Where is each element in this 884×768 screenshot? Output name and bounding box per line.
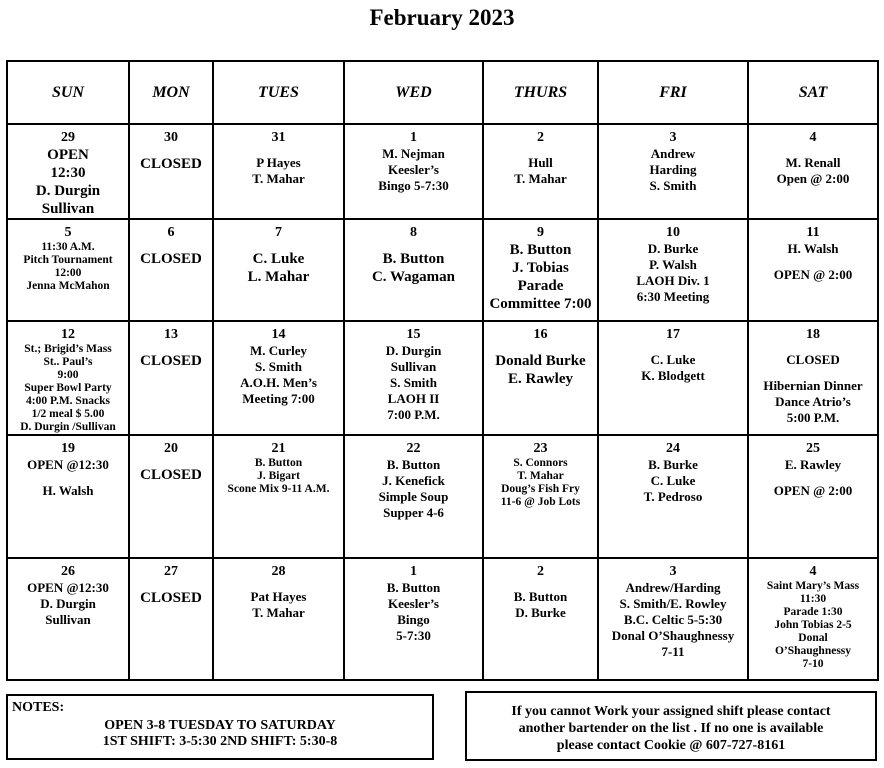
day-number: 18	[806, 327, 820, 342]
entry-line: Sullivan	[390, 359, 437, 374]
day-cell-sun	[7, 321, 129, 435]
day-entries	[749, 241, 877, 283]
entry-line: S. Smith	[255, 359, 302, 374]
entry-line: 7-10	[802, 658, 824, 670]
entry-line: Pitch Tournament	[23, 254, 113, 266]
header-tues: TUES	[213, 61, 344, 124]
calendar-grid	[6, 60, 879, 681]
entry-line: Dance Atrio’s	[775, 394, 851, 409]
day-entries	[749, 146, 877, 187]
day-entries	[130, 343, 212, 370]
day-number: 16	[533, 327, 548, 342]
day-number: 26	[61, 564, 75, 579]
day-cell-mon	[129, 321, 213, 435]
day-entries	[749, 457, 877, 499]
entry-line: H. Walsh	[787, 241, 839, 256]
day-cell-wed	[344, 435, 483, 558]
entry-line: A.O.H. Men’s	[240, 375, 317, 390]
day-cell-sat	[748, 435, 878, 558]
entry-line: Andrew/Harding	[625, 580, 721, 595]
day-cell-thurs	[483, 435, 598, 558]
day-cell-sun	[7, 435, 129, 558]
header-fri: FRI	[598, 61, 748, 124]
day-cell-sat	[748, 321, 878, 435]
entry-line: OPEN	[47, 147, 89, 163]
entry-line: CLOSED	[786, 352, 840, 367]
day-entries	[484, 146, 597, 187]
week-row	[7, 321, 878, 435]
entry-line	[749, 368, 877, 378]
day-cell-tues	[213, 558, 344, 680]
entry-line: D. Durgin	[40, 596, 96, 611]
day-number: 14	[271, 327, 286, 342]
entry-line: Bingo 5-7:30	[378, 178, 449, 193]
day-number: 31	[271, 130, 286, 145]
entry-line: Keesler’s	[387, 162, 439, 177]
day-entries	[484, 343, 597, 388]
day-cell-mon	[129, 435, 213, 558]
day-cell-mon	[129, 219, 213, 321]
day-number: 19	[61, 441, 75, 456]
day-number: 13	[164, 327, 178, 342]
day-number: 28	[271, 564, 286, 579]
entry-line: Donal	[798, 632, 828, 644]
entry-line: O’Shaughnessy	[774, 645, 852, 657]
entry-line: Sullivan	[41, 201, 95, 217]
entry-line: 11-6 @ Job Lots	[500, 496, 581, 508]
entry-line: T. Mahar	[252, 171, 305, 186]
day-cell-thurs	[483, 124, 598, 219]
entry-line: Scone Mix 9-11 A.M.	[227, 483, 330, 495]
entry-line: P. Walsh	[649, 257, 697, 272]
day-entries	[130, 580, 212, 607]
notes-hours: OPEN 3-8 TUESDAY TO SATURDAY	[104, 718, 336, 733]
entry-line: M. Nejman	[382, 146, 445, 161]
day-cell-fri	[598, 219, 748, 321]
entry-line: E. Rawley	[784, 457, 842, 472]
entry-line: K. Blodgett	[641, 368, 705, 383]
entry-line: John Tobias 2-5	[774, 619, 852, 631]
entry-line: Keesler’s	[387, 596, 439, 611]
day-number: 17	[666, 327, 680, 342]
entry-line: Parade	[517, 278, 564, 294]
week-row	[7, 435, 878, 558]
entry-line: CLOSED	[140, 353, 202, 369]
entry-line: Doug’s Fish Fry	[501, 483, 580, 495]
day-cell-fri	[598, 558, 748, 680]
entry-line: 12:00	[54, 267, 82, 279]
week-row	[7, 219, 878, 321]
day-entries	[484, 580, 597, 621]
day-entries	[8, 241, 128, 293]
entry-line: M. Curley	[249, 343, 308, 358]
day-entries	[599, 343, 747, 384]
entry-line: 5:00 P.M.	[786, 410, 840, 425]
day-number: 8	[410, 225, 417, 240]
entry-line: M. Renall	[785, 155, 841, 170]
day-cell-fri	[598, 124, 748, 219]
day-entries	[130, 241, 212, 268]
entry-line: J. Tobias	[512, 260, 569, 276]
contact-line-1: If you cannot Work your assigned shift please contact	[511, 704, 831, 719]
week-row	[7, 558, 878, 680]
entry-line: Bingo	[397, 612, 430, 627]
entry-line: St.. Paul’s	[43, 356, 93, 368]
entry-line: Meeting 7:00	[242, 391, 315, 406]
entry-line: Parade 1:30	[783, 606, 843, 618]
header-sun: SUN	[7, 61, 129, 124]
day-entries	[214, 343, 343, 407]
entry-line: Andrew	[650, 146, 696, 161]
entry-line: E. Rawley	[508, 371, 573, 387]
day-entries	[8, 146, 128, 218]
entry-line: C. Luke	[252, 251, 305, 267]
entry-line: T. Mahar	[517, 470, 564, 482]
day-cell-tues	[213, 321, 344, 435]
entry-line: Simple Soup	[378, 489, 449, 504]
entry-line: S. Connors	[513, 457, 568, 469]
entry-line: Committee 7:00	[489, 296, 592, 312]
entry-line: OPEN @ 2:00	[773, 267, 853, 282]
day-number: 4	[809, 130, 817, 145]
day-cell-sun	[7, 124, 129, 219]
entry-line: 12:30	[50, 165, 86, 181]
entry-line: 11:30 A.M.	[41, 241, 95, 253]
notes-shifts: 1ST SHIFT: 3-5:30 2ND SHIFT: 5:30-8	[102, 734, 338, 749]
entry-line: OPEN @12:30	[27, 580, 109, 595]
day-cell-tues	[213, 435, 344, 558]
day-number: 2	[537, 564, 544, 579]
entry-line: 5-7:30	[396, 628, 431, 643]
entry-line: C. Luke	[650, 473, 696, 488]
contact-line-2: another bartender on the list . If no one is available	[518, 721, 824, 736]
day-number: 2	[537, 130, 544, 145]
day-entries	[345, 241, 482, 286]
day-number: 23	[533, 441, 548, 456]
entry-line: B. Button	[513, 589, 568, 604]
entry-line: LAOH Div. 1	[636, 273, 710, 288]
day-cell-wed	[344, 558, 483, 680]
day-number: 27	[164, 564, 178, 579]
day-entries	[345, 457, 482, 521]
entry-line: Saint Mary’s Mass	[766, 580, 860, 592]
entry-line	[749, 257, 877, 267]
entry-line: 11:30	[799, 593, 827, 605]
entry-line: S. Smith	[649, 178, 697, 193]
entry-line: Super Bowl Party	[24, 382, 112, 394]
day-cell-sun	[7, 558, 129, 680]
day-number: 24	[666, 441, 680, 456]
day-entries	[345, 343, 482, 423]
entry-line: 7-11	[661, 644, 685, 659]
day-number: 6	[167, 225, 175, 240]
entry-line: D. Burke	[647, 241, 699, 256]
entry-line	[749, 473, 877, 483]
day-cell-sat	[748, 558, 878, 680]
day-number: 1	[410, 130, 417, 145]
contact-box	[465, 691, 877, 761]
day-cell-thurs	[483, 558, 598, 680]
entry-line: 4:00 P.M. Snacks	[26, 395, 110, 407]
day-entries	[749, 580, 877, 671]
day-number: 1	[410, 564, 417, 579]
entry-line: L. Mahar	[247, 269, 310, 285]
contact-line-3: please contact Cookie @ 607-727-8161	[556, 738, 786, 753]
header-thurs: THURS	[483, 61, 598, 124]
day-number: 20	[164, 441, 178, 456]
day-entries	[484, 457, 597, 509]
entry-line: 9:00	[57, 369, 79, 381]
entry-line: P Hayes	[256, 155, 301, 170]
entry-line: Supper 4-6	[383, 505, 444, 520]
day-number: 15	[406, 327, 421, 342]
day-cell-sun	[7, 219, 129, 321]
entry-line: Open @ 2:00	[776, 171, 850, 186]
day-number: 7	[275, 225, 282, 240]
entry-line: H. Walsh	[42, 483, 94, 498]
entry-line: B. Button	[386, 580, 441, 595]
header-mon: MON	[129, 61, 213, 124]
day-cell-mon	[129, 558, 213, 680]
day-number: 10	[666, 225, 680, 240]
day-cell-mon	[129, 124, 213, 219]
entry-line: D. Durgin /Sullivan	[20, 421, 116, 433]
day-cell-wed	[344, 124, 483, 219]
entry-line: LAOH II	[387, 391, 440, 406]
entry-line: Harding	[649, 162, 697, 177]
day-cell-thurs	[483, 219, 598, 321]
weekday-header-row	[7, 61, 878, 124]
entry-line: CLOSED	[140, 467, 202, 483]
entry-line	[8, 473, 128, 483]
day-number: 11	[806, 225, 820, 240]
day-cell-wed	[344, 219, 483, 321]
entry-line: 6:30 Meeting	[636, 289, 710, 304]
entry-line: CLOSED	[140, 156, 202, 172]
entry-line: Donal O’Shaughnessy	[611, 628, 735, 643]
day-entries	[484, 241, 597, 313]
entry-line: J. Kenefick	[382, 473, 445, 488]
entry-line: Hibernian Dinner	[763, 378, 863, 393]
entry-line: B.C. Celtic 5-5:30	[623, 612, 723, 627]
day-entries	[8, 580, 128, 628]
entry-line: B. Burke	[648, 457, 698, 472]
entry-line: T. Mahar	[252, 605, 305, 620]
day-number: 4	[809, 564, 817, 579]
day-entries	[214, 241, 343, 286]
day-number: 9	[537, 225, 544, 240]
entry-line: T. Pedroso	[643, 489, 703, 504]
day-number: 29	[61, 130, 75, 145]
entry-line: T. Mahar	[514, 171, 567, 186]
entry-line: B. Button	[509, 242, 572, 258]
day-number: 21	[271, 441, 286, 456]
day-entries	[130, 457, 212, 484]
header-wed: WED	[344, 61, 483, 124]
entry-line: OPEN @12:30	[27, 457, 109, 472]
day-entries	[345, 580, 482, 644]
day-entries	[214, 457, 343, 496]
day-entries	[130, 146, 212, 173]
day-entries	[8, 343, 128, 434]
entry-line: B. Button	[254, 457, 303, 469]
entry-line: C. Wagaman	[371, 269, 456, 285]
entry-line: Pat Hayes	[250, 589, 307, 604]
day-cell-tues	[213, 124, 344, 219]
entry-line: S. Smith	[390, 375, 437, 390]
day-entries	[599, 457, 747, 505]
day-number: 30	[164, 130, 178, 145]
day-entries	[214, 146, 343, 187]
day-cell-fri	[598, 321, 748, 435]
entry-line: CLOSED	[140, 251, 202, 267]
entry-line: D. Durgin	[35, 183, 101, 199]
day-entries	[214, 580, 343, 621]
day-cell-fri	[598, 435, 748, 558]
page-title: February 2023	[369, 5, 515, 30]
day-cell-tues	[213, 219, 344, 321]
entry-line: CLOSED	[140, 590, 202, 606]
entry-line: 7:00 P.M.	[387, 407, 440, 422]
entry-line: Donald Burke	[495, 353, 586, 369]
day-cell-sat	[748, 219, 878, 321]
week-row	[7, 124, 878, 219]
entry-line: St.; Brigid’s Mass	[24, 343, 112, 355]
day-number: 5	[64, 225, 72, 240]
day-number: 22	[406, 441, 421, 456]
entry-line: B. Button	[386, 457, 441, 472]
entry-line: OPEN @ 2:00	[773, 483, 853, 498]
entry-line: C. Luke	[650, 352, 696, 367]
entry-line: Sullivan	[45, 612, 91, 627]
day-entries	[599, 241, 747, 305]
entry-line: D. Durgin	[385, 343, 442, 358]
entry-line: J. Bigart	[257, 470, 300, 482]
notes-label: NOTES:	[12, 700, 65, 715]
day-entries	[599, 580, 747, 660]
notes-box	[6, 694, 434, 760]
header-sat: SAT	[748, 61, 878, 124]
day-number: 12	[61, 327, 75, 342]
day-number: 25	[806, 441, 820, 456]
day-number: 3	[669, 564, 677, 579]
day-entries	[345, 146, 482, 194]
day-entries	[8, 457, 128, 499]
day-cell-wed	[344, 321, 483, 435]
entry-line: B. Button	[382, 251, 445, 267]
day-entries	[749, 343, 877, 426]
day-cell-thurs	[483, 321, 598, 435]
entry-line: S. Smith/E. Rowley	[619, 596, 727, 611]
day-entries	[599, 146, 747, 194]
day-number: 3	[669, 130, 677, 145]
entry-line: Jenna McMahon	[26, 280, 110, 292]
entry-line: D. Burke	[515, 605, 566, 620]
day-cell-sat	[748, 124, 878, 219]
entry-line: 1/2 meal $ 5.00	[31, 408, 105, 420]
entry-line: Hull	[528, 155, 553, 170]
